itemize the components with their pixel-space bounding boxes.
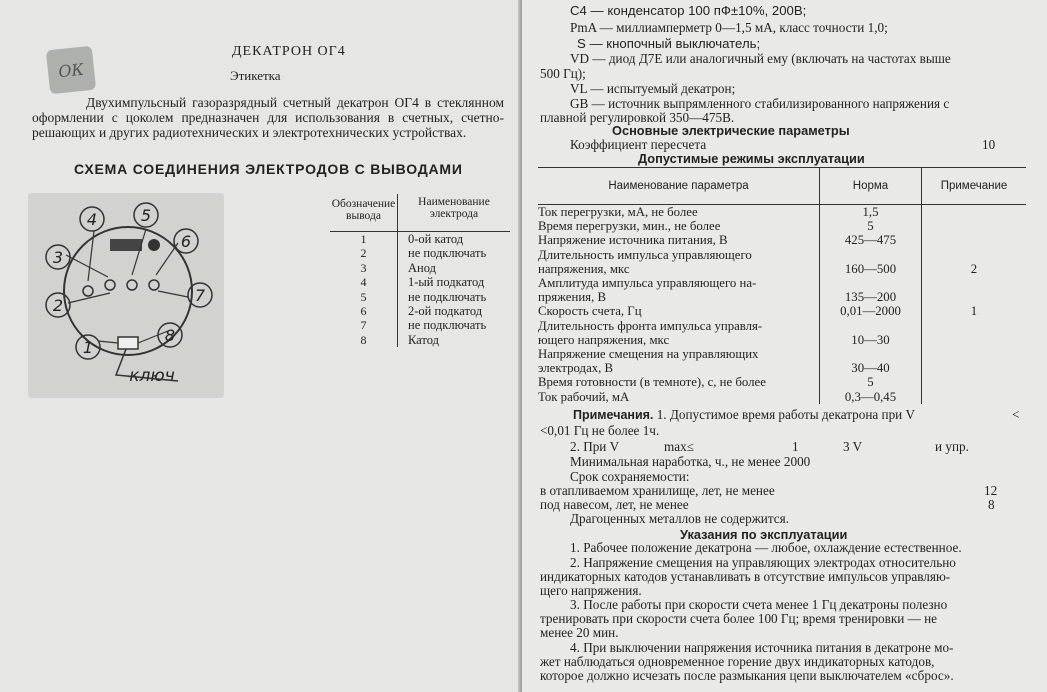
param-name-line: напряжения, мкс bbox=[538, 261, 630, 276]
param-column-header: Наименование параметра bbox=[538, 168, 820, 204]
operation-item: тренировать при скорости счета более 100 Гц; время тренировки — не bbox=[540, 611, 938, 626]
notes-line-2a: 2. При V bbox=[570, 439, 620, 454]
param-name bbox=[538, 233, 820, 247]
param-norm: 425—475 bbox=[820, 233, 922, 247]
param-note bbox=[922, 390, 1026, 404]
left-page bbox=[0, 0, 522, 692]
pin-number: 1 bbox=[330, 232, 398, 246]
param-name bbox=[538, 248, 820, 276]
param-name-line: Напряжение смещения на управляющих bbox=[538, 347, 759, 362]
norm-column-header: Норма bbox=[820, 168, 922, 204]
param-name-line: Время перегрузки, мин., не более bbox=[538, 219, 721, 234]
operation-item: щего напряжения. bbox=[540, 583, 642, 598]
pin-table-row bbox=[330, 333, 510, 347]
param-norm: 0,01—2000 bbox=[820, 304, 922, 318]
pin-table bbox=[330, 194, 510, 347]
legend-line: плавной регулировкой 350—475В. bbox=[540, 110, 735, 125]
pin-number: 8 bbox=[330, 333, 398, 347]
note-column-header: Примечание bbox=[940, 180, 1008, 192]
param-name-line: пряжения, В bbox=[538, 290, 607, 305]
min-runtime: Минимальная наработка, ч., не менее 2000 bbox=[570, 454, 811, 469]
notes-line-1-end: < bbox=[1012, 407, 1020, 422]
operation-item: жет наблюдаться одновременное горение двух индикаторных катодов, bbox=[540, 654, 935, 669]
socket-diagram bbox=[28, 193, 224, 398]
param-name-line: Амплитуда импульса управляющего на- bbox=[538, 276, 757, 291]
regime-table-row bbox=[538, 205, 1026, 219]
param-name bbox=[538, 319, 820, 347]
param-note bbox=[922, 276, 1026, 304]
param-norm: 10—30 bbox=[820, 319, 922, 347]
param-name bbox=[538, 276, 820, 304]
notes-line-2d: 3 V bbox=[843, 439, 863, 454]
param-norm: 30—40 bbox=[820, 347, 922, 375]
regime-table-row bbox=[538, 319, 1026, 347]
conversion-value: 10 bbox=[982, 137, 996, 152]
schema-title: СХЕМА СОЕДИНЕНИЯ ЭЛЕКТРОДОВ С ВЫВОДАМИ bbox=[74, 161, 463, 177]
electrode-name: 1-ый подкатод bbox=[408, 275, 485, 290]
notes-line-2e: и упр. bbox=[935, 439, 969, 454]
pin-number: 6 bbox=[330, 304, 398, 318]
legend-line: 500 Гц); bbox=[540, 66, 586, 81]
param-name-line: Время готовности (в темноте), с, не более bbox=[538, 375, 766, 390]
param-name-line: Скорость счета, Гц bbox=[538, 304, 642, 319]
pin-table-row bbox=[330, 318, 510, 332]
electrode-name: 0-ой катод bbox=[408, 232, 464, 246]
electrode-name: Анод bbox=[408, 260, 436, 275]
param-note: 2 bbox=[970, 261, 978, 276]
pin-label-8: 8 bbox=[164, 326, 176, 345]
conversion-label: Коэффициент пересчета bbox=[570, 137, 707, 152]
pin-label-6: 6 bbox=[180, 232, 192, 251]
param-name-line: Длительность импульса управляющего bbox=[538, 247, 752, 262]
operation-title: Указания по эксплуатации bbox=[680, 527, 848, 542]
heated-label: в отапливаемом хранилище, лет, не менее bbox=[540, 483, 775, 498]
pin-table-row bbox=[330, 246, 510, 260]
regime-table-row bbox=[538, 248, 1026, 276]
regime-table-row bbox=[538, 233, 1026, 247]
shelf-title: Срок сохраняемости: bbox=[570, 469, 690, 484]
regime-table-row bbox=[538, 304, 1026, 318]
metals-line: Драгоценных металлов не содержится. bbox=[570, 511, 790, 526]
pin-table-header bbox=[330, 194, 510, 232]
operation-item: 4. При выключении напряжения источника питания в декатроне мо- bbox=[570, 640, 954, 655]
param-name-line: Напряжение источника питания, В bbox=[538, 233, 728, 248]
pin-table-row bbox=[330, 304, 510, 318]
key-label: ключ bbox=[129, 366, 175, 386]
main-params-title: Основные электрические параметры bbox=[612, 123, 850, 138]
legend-line: VL — испытуемый декатрон; bbox=[570, 81, 736, 96]
electrode-name: не подключать bbox=[408, 246, 487, 261]
pin-label-1: 1 bbox=[82, 338, 94, 357]
regime-table-row bbox=[538, 390, 1026, 404]
param-note bbox=[922, 205, 1026, 219]
pin-label-4: 4 bbox=[86, 210, 98, 229]
param-note bbox=[922, 347, 1026, 375]
electrode-name: 2-ой подкатод bbox=[408, 303, 483, 318]
param-note: 1 bbox=[970, 304, 978, 319]
shed-value: 8 bbox=[988, 497, 995, 512]
pin-label-3: 3 bbox=[52, 248, 64, 267]
notes-line-2c: 1 bbox=[792, 439, 799, 454]
pin-number: 2 bbox=[330, 246, 398, 260]
document-title: ДЕКАТРОН ОГ4 bbox=[232, 44, 346, 59]
param-name-line: Ток перегрузки, мА, не более bbox=[538, 205, 698, 219]
param-norm: 160—500 bbox=[820, 248, 922, 276]
operation-item: менее 20 мин. bbox=[540, 625, 619, 640]
legend-line: S — кнопочный выключатель; bbox=[577, 36, 761, 51]
legend-line: PmA — миллиамперметр 0—1,5 мА, класс точности 1,0; bbox=[570, 20, 888, 35]
pin-number: 4 bbox=[330, 275, 398, 289]
operation-item: 1. Рабочее положение декатрона — любое, охлаждение естественное. bbox=[570, 540, 962, 555]
operation-item: которое должно исчезать после размыкания цепи выключателем «сброс». bbox=[540, 668, 954, 683]
electrode-name: не подключать bbox=[408, 318, 487, 333]
inspection-stamp: ОК bbox=[46, 46, 96, 95]
pin-table-row bbox=[330, 261, 510, 275]
param-name-line: ющего напряжения, мкс bbox=[538, 332, 670, 347]
pin-table-row bbox=[330, 290, 510, 304]
shed-label: под навесом, лет, не менее bbox=[540, 497, 689, 512]
notes-line-1-cont: <0,01 Гц не более 1ч. bbox=[540, 423, 660, 438]
heated-value: 12 bbox=[984, 483, 998, 498]
pin-label-7: 7 bbox=[194, 286, 206, 305]
key-notch bbox=[118, 337, 138, 349]
pin-column-header: Обозначение вывода bbox=[330, 194, 398, 231]
pin-number: 7 bbox=[330, 318, 398, 332]
notes-line-1: Примечания. 1. Допустимое время работы декатрона при V bbox=[573, 407, 916, 422]
param-note bbox=[922, 233, 1026, 247]
operation-item: 2. Напряжение смещения на управляющих электродах относительно bbox=[570, 555, 956, 570]
param-note bbox=[922, 219, 1026, 233]
param-norm: 0,3—0,45 bbox=[820, 390, 922, 404]
param-note bbox=[922, 375, 1026, 389]
pin-number: 3 bbox=[330, 261, 398, 275]
pin-number: 5 bbox=[330, 290, 398, 304]
param-note bbox=[922, 319, 1026, 347]
regime-table-row bbox=[538, 375, 1026, 389]
param-name-line: Ток рабочий, мА bbox=[538, 389, 630, 404]
param-name-line: электродах, В bbox=[538, 361, 614, 376]
param-name bbox=[538, 219, 820, 233]
regimes-title: Допустимые режимы эксплуатации bbox=[638, 151, 865, 166]
pin-table-row bbox=[330, 232, 510, 246]
param-name bbox=[538, 205, 820, 219]
param-name bbox=[538, 304, 820, 318]
regime-table bbox=[538, 167, 1026, 404]
legend-line: GB — источник выпрямленного стабилизированного напряжения с bbox=[570, 96, 950, 111]
electrode-name: не подключать bbox=[408, 289, 487, 304]
socket-label-plate bbox=[110, 239, 142, 251]
operation-item: 3. После работы при скорости счета менее 1 Гц декатроны полезно bbox=[570, 597, 948, 612]
param-norm: 5 bbox=[820, 375, 922, 389]
pin-label-2: 2 bbox=[52, 296, 64, 315]
electrode-column-header: Наименование электрода bbox=[418, 196, 490, 220]
notes-line-2b: max≤ bbox=[664, 439, 694, 454]
document-subtitle: Этикетка bbox=[230, 68, 281, 83]
param-name bbox=[538, 347, 820, 375]
pin-table-row bbox=[330, 275, 510, 289]
electrode-name: Катод bbox=[408, 332, 439, 347]
regime-table-row bbox=[538, 219, 1026, 233]
param-norm: 1,5 bbox=[820, 205, 922, 219]
param-name-line: Длительность фронта импульса управля- bbox=[538, 318, 763, 333]
operation-item: индикаторных катодов устанавливать в отсутствие импульсов управляю- bbox=[540, 569, 951, 584]
intro-paragraph: Двухимпульсный газоразрядный счетный декатрон ОГ4 в стеклянном оформлении с цоколем предназначен для использования в счетных, счетно-решающих и других радиотехнических и электротехнических устройствах. bbox=[32, 95, 504, 140]
param-name bbox=[538, 375, 820, 389]
regime-table-row bbox=[538, 276, 1026, 304]
param-name bbox=[538, 390, 820, 404]
param-norm: 135—200 bbox=[820, 276, 922, 304]
pin-label-5: 5 bbox=[140, 206, 152, 225]
regime-table-row bbox=[538, 347, 1026, 375]
param-norm: 5 bbox=[820, 219, 922, 233]
legend-line: С4 — конденсатор 100 пФ±10%, 200В; bbox=[570, 3, 807, 18]
legend-line: VD — диод Д7Е или аналогичный ему (включать на частотах выше bbox=[570, 51, 951, 66]
regime-table-header bbox=[538, 167, 1026, 205]
